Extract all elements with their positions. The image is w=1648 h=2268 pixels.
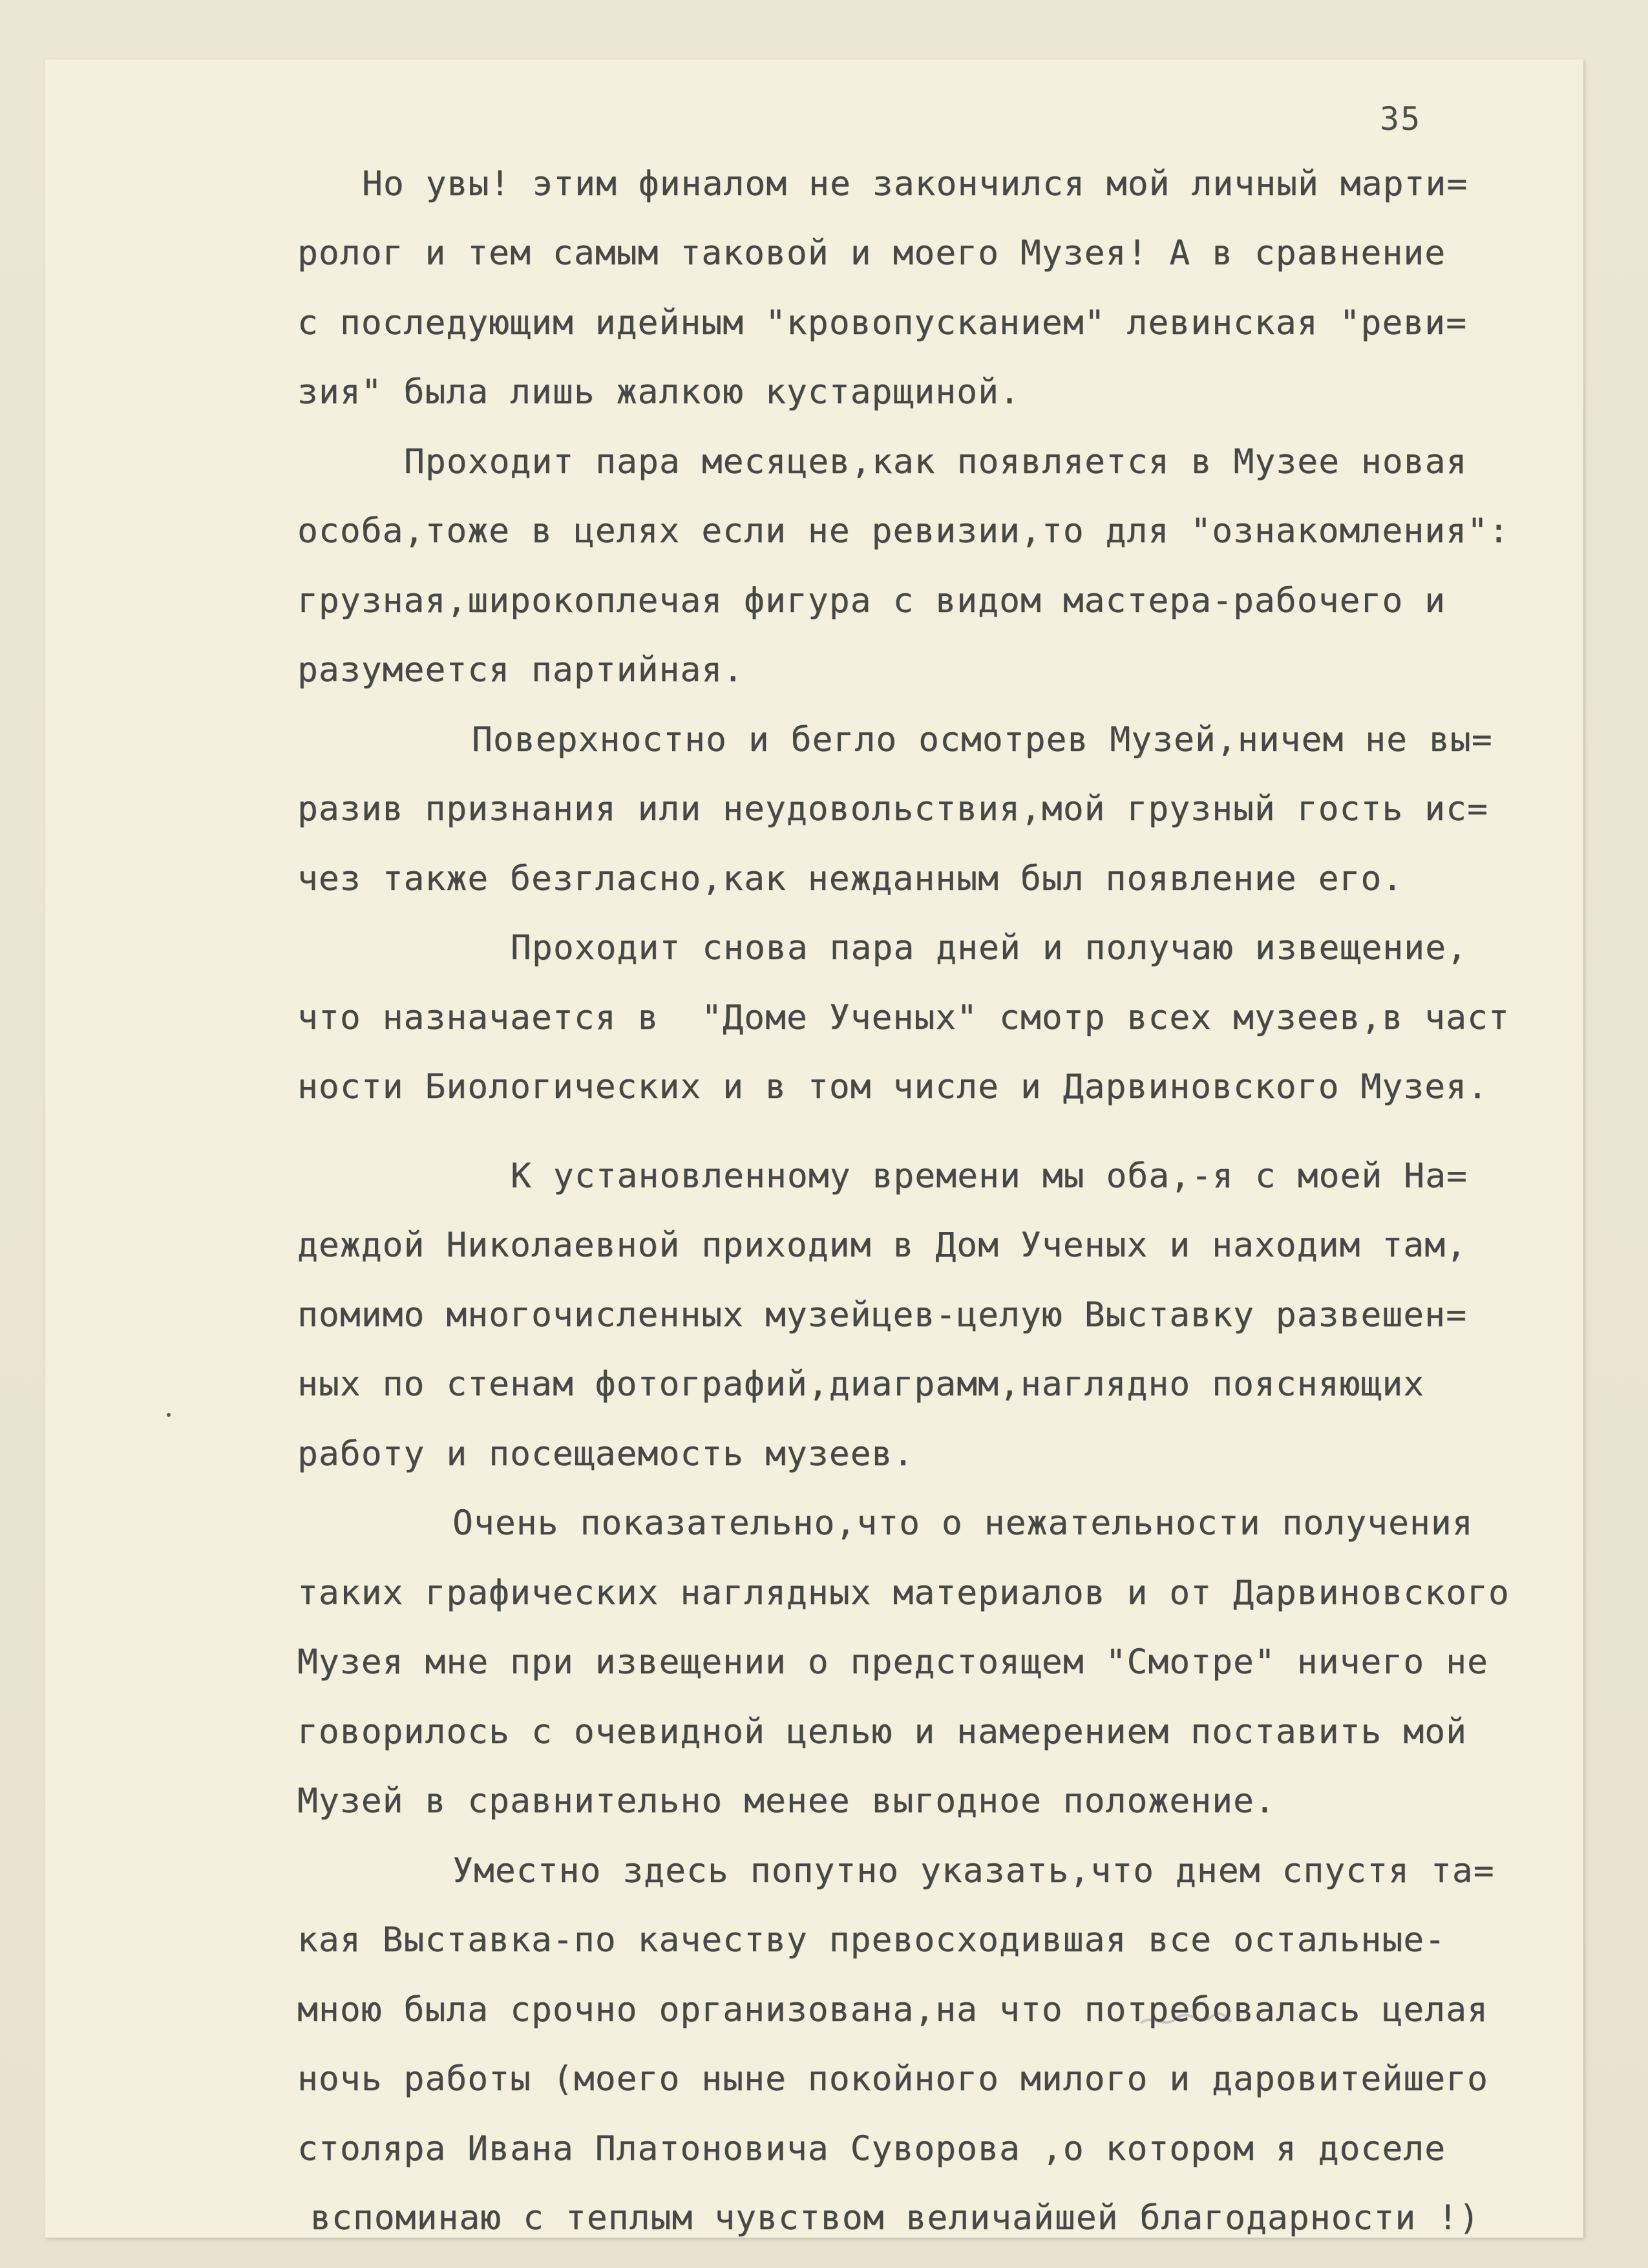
text-line: деждой Николаевной приходим в Дом Ученых и находим там, bbox=[297, 1225, 1467, 1265]
text-line: Музея мне при извещении о предстоящем "Смотре" ничего не bbox=[297, 1642, 1488, 1682]
text-line: чез также безгласно,как нежданным был появление его. bbox=[297, 859, 1404, 898]
text-line: говорилось с очевидной целью и намерением поставить мой bbox=[297, 1712, 1467, 1752]
text-line: мною была срочно организована,на что потребовалась целая bbox=[297, 1990, 1488, 2030]
text-line: Поверхностно и бегло осмотрев Музей,ничем не вы= bbox=[472, 720, 1493, 759]
text-line: ности Биологических и в том числе и Дарвиновского Музея. bbox=[297, 1067, 1488, 1107]
text-line: кая Выставка-по качеству превосходившая все остальные- bbox=[297, 1920, 1446, 1960]
text-line: таких графических наглядных материалов и от Дарвиновского bbox=[297, 1573, 1510, 1613]
text-line: что назначается в "Доме Ученых" смотр всех музеев,в част bbox=[297, 998, 1510, 1037]
text-line: столяра Ивана Платоновича Суворова ,о котором я доселе bbox=[297, 2129, 1446, 2168]
text-line: ночь работы (моего ныне покойного милого и даровитейшего bbox=[297, 2059, 1488, 2099]
text-line: Проходит пара месяцев,как появляется в Музее новая bbox=[404, 442, 1468, 482]
text-line: К установленному времени мы оба,-я с моей На= bbox=[511, 1156, 1468, 1196]
text-line: ролог и тем самым таковой и моего Музея! А в сравнение bbox=[297, 233, 1446, 273]
text-line: Но увы! этим финалом не закончился мой личный марти= bbox=[362, 164, 1468, 204]
text-line: работу и посещаемость музеев. bbox=[297, 1434, 914, 1474]
text-line: Уместно здесь попутно указать,что днем спустя та= bbox=[452, 1851, 1495, 1891]
text-line: грузная,широкоплечая фигура с видом мастера-рабочего и bbox=[297, 581, 1446, 620]
text-line: с последующим идейным "кровопусканием" левинская "реви= bbox=[297, 303, 1467, 343]
text-line: ных по стенам фотографий,диаграмм,наглядно поясняющих bbox=[297, 1364, 1425, 1404]
text-line: зия" была лишь жалкою кустарщиной. bbox=[297, 372, 1020, 412]
text-line: разив признания или неудовольствия,мой грузный гость ис= bbox=[297, 789, 1488, 829]
text-line: Очень показательно,что о нежательности получения bbox=[452, 1503, 1474, 1543]
text-line: особа,тоже в целях если не ревизии,то для "ознакомления": bbox=[297, 511, 1510, 551]
text-line: вспоминаю с теплым чувством величайшей благодарности !) bbox=[310, 2198, 1480, 2238]
page-number: 35 bbox=[1380, 100, 1422, 138]
text-line: помимо многочисленных музейцев-целую Выставку развешен= bbox=[297, 1295, 1467, 1335]
text-line: Музей в сравнительно менее выгодное положение. bbox=[297, 1781, 1276, 1821]
text-line: разумеется партийная. bbox=[297, 650, 745, 690]
text-line: Проходит снова пара дней и получаю извещение, bbox=[511, 928, 1468, 968]
